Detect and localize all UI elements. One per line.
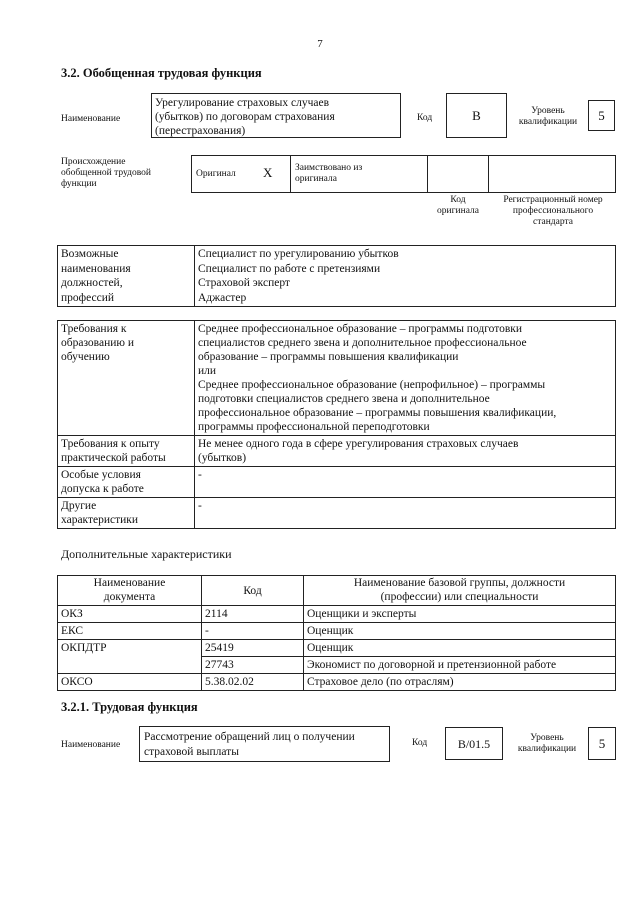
origin-label-line: Происхождение (61, 157, 126, 167)
row-name: Страховое дело (по отраслям) (304, 674, 616, 691)
header-doc-line: документа (103, 590, 156, 603)
borrowed-label-line: Заимствовано из (295, 163, 363, 173)
position-item: Специалист по работе с претензиями (198, 262, 381, 275)
position-item: Специалист по урегулированию убытков (198, 248, 399, 260)
code-label: Код (417, 113, 433, 123)
row-name: Оценщик (304, 623, 616, 640)
req-value-line: программы профессиональной переподготовки (198, 421, 430, 433)
code-value-box (446, 93, 507, 138)
req-value-line: Не менее одного года в сфере урегулирования страховых случаев (198, 438, 519, 450)
req-label-line: Требования к опыту (61, 438, 160, 450)
row-code: 2114 (202, 606, 304, 623)
sub-name-label: Наименование (61, 740, 121, 750)
req-label-line: допуска к работе (61, 483, 144, 495)
header-group-line: (профессии) или специальности (380, 590, 539, 603)
sub-code-value: B/01.5 (457, 737, 491, 751)
borrowed-label-line: оригинала (295, 174, 337, 184)
positions-label-line: профессий (61, 291, 115, 304)
row-code: 27743 (202, 657, 304, 674)
name-value-line: Урегулирование страховых случаев (155, 97, 329, 109)
level-value: 5 (598, 108, 605, 123)
additional-table (57, 575, 616, 691)
name-label: Наименование (61, 114, 121, 124)
row-doc: ОКСО (58, 674, 202, 691)
sub-name-value-line: страховой выплаты (144, 745, 239, 758)
additional-title: Дополнительные характеристики (61, 547, 232, 561)
table-row (58, 674, 616, 691)
level-value-box (588, 100, 615, 131)
table-row (58, 657, 616, 674)
row-code: - (202, 623, 304, 640)
req-value-line: - (198, 469, 202, 481)
position-item: Страховой эксперт (198, 277, 290, 289)
row-name: Оценщик (304, 640, 616, 657)
row-code: 5.38.02.02 (202, 674, 304, 691)
header-code: Код (202, 576, 304, 606)
req-value-line: - (198, 500, 202, 512)
row-code: 25419 (202, 640, 304, 657)
sub-name-value-box (139, 726, 390, 762)
sub-code-value-box (445, 727, 503, 760)
req-label-line: характеристики (61, 514, 139, 526)
original-label: Оригинал (196, 169, 236, 179)
name-value-line: (перестрахования) (155, 125, 246, 137)
reg-number-line: профессионального (512, 206, 594, 216)
header-doc-line: Наименование (93, 577, 166, 589)
code-original-line: оригинала (437, 206, 479, 216)
position-item: Аджастер (198, 291, 247, 304)
req-value-line: (убытков) (198, 452, 247, 464)
code-value: B (472, 108, 481, 123)
level-label-line: квалификации (518, 117, 578, 127)
req-label-line: практической работы (61, 452, 166, 464)
sub-level-label-line: квалификации (517, 744, 577, 754)
positions-label-line: наименования (61, 262, 131, 275)
req-value-line: или (198, 365, 217, 377)
table-row (58, 606, 616, 623)
row-doc: ЕКС (58, 623, 202, 640)
req-value-line: подготовки специалистов среднего звена и дополнительное (198, 393, 490, 405)
code-original-line: Код (450, 195, 466, 205)
level-label-line: Уровень (531, 106, 565, 116)
positions-table (57, 245, 616, 307)
requirement-row (58, 498, 616, 529)
subsection-title: 3.2.1. Трудовая функция (61, 700, 198, 714)
req-value-line: специалистов среднего звена и дополнительное профессиональное (198, 337, 527, 349)
header-group-line: Наименование базовой группы, должности (353, 577, 566, 589)
req-value-line: профессиональное образование – программы повышения квалификации, (198, 407, 557, 419)
sub-level-value-box (588, 727, 616, 760)
requirement-row (58, 321, 616, 436)
original-mark: X (263, 165, 273, 180)
reg-number-line: стандарта (533, 217, 573, 227)
origin-label-line: функции (61, 179, 97, 189)
row-doc: ОКПДТР (58, 640, 202, 657)
positions-label-line: должностей, (61, 277, 123, 289)
req-label-line: образованию и (61, 337, 134, 349)
positions-label-line: Возможные (61, 248, 119, 260)
sub-level-label-line: Уровень (530, 733, 564, 743)
name-value-line: (убытков) по договорам страхования (155, 111, 335, 123)
row-doc: ОКЗ (58, 606, 202, 623)
req-value-line: образование – программы повышения квалификации (198, 351, 459, 363)
req-label-line: обучению (61, 351, 110, 363)
section-title: 3.2. Обобщенная трудовая функция (61, 66, 262, 80)
req-value-line: Среднее профессиональное образование – программы подготовки (198, 323, 523, 335)
reg-number-line: Регистрационный номер (503, 195, 603, 205)
name-value-box (151, 93, 401, 138)
req-value-line: Среднее профессиональное образование (непрофильное) – программы (198, 379, 546, 391)
requirement-row (58, 467, 616, 498)
req-label-line: Другие (61, 500, 97, 512)
row-name: Экономист по договорной и претензионной работе (304, 657, 616, 674)
table-row (58, 640, 616, 657)
req-label-line: Особые условия (61, 469, 141, 481)
page-number: 7 (317, 38, 323, 50)
sub-name-value-line: Рассмотрение обращений лиц о получении (144, 731, 355, 743)
origin-label-line: обобщенной трудовой (61, 168, 151, 178)
sub-level-value: 5 (598, 736, 606, 751)
row-doc (58, 657, 202, 674)
requirement-row (58, 436, 616, 467)
origin-box (191, 155, 616, 193)
table-row (58, 623, 616, 640)
sub-code-label: Код (412, 738, 428, 748)
requirements-table (57, 320, 616, 529)
req-label-line: Требования к (61, 323, 127, 335)
row-name: Оценщики и эксперты (304, 606, 616, 623)
